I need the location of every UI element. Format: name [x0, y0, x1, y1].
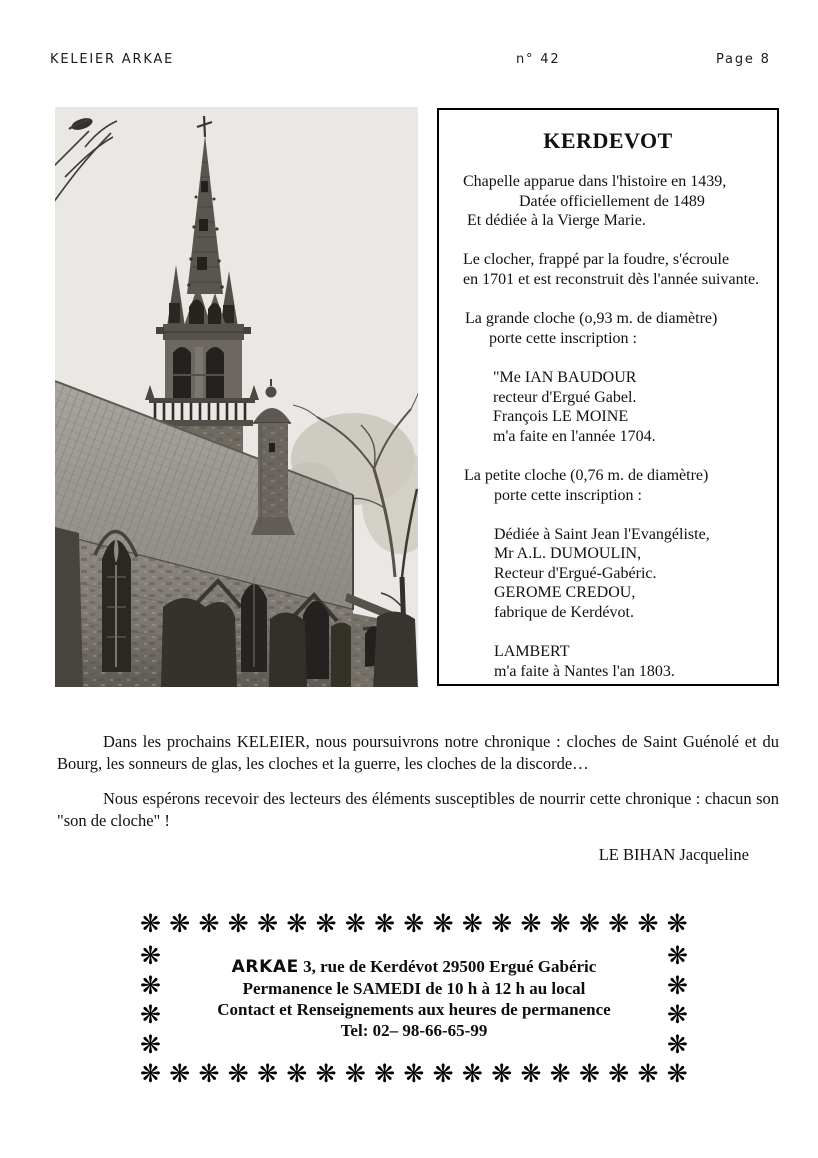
- kerdevot-box: [437, 108, 779, 686]
- kerdevot-line: Le clocher, frappé par la foudre, s'écroule: [463, 251, 730, 269]
- flower-asterisk-icon: ❋: [315, 1061, 337, 1088]
- flower-asterisk-icon: ❋: [198, 1061, 220, 1088]
- kerdevot-line: Dédiée à Saint Jean l'Evangéliste,: [494, 525, 710, 543]
- kerdevot-line: [461, 505, 771, 525]
- flower-asterisk-icon: ❋: [374, 911, 396, 938]
- kerdevot-line: Chapelle apparue dans l'histoire en 1439,: [463, 173, 727, 190]
- flower-asterisk-icon: ❋: [667, 1002, 688, 1030]
- flower-asterisk-icon: ❋: [666, 1061, 688, 1088]
- flower-asterisk-icon: ❋: [667, 943, 688, 971]
- flower-asterisk-icon: ❋: [227, 911, 249, 938]
- flower-asterisk-icon: ❋: [344, 911, 366, 938]
- kerdevot-line: [461, 623, 771, 643]
- flower-asterisk-icon: ❋: [140, 911, 161, 938]
- chapel-photo: [55, 107, 418, 687]
- kerdevot-line: recteur d'Ergué Gabel.: [493, 388, 637, 406]
- kerdevot-line: Mr A.L. DUMOULIN,: [494, 545, 642, 563]
- flower-asterisk-icon: ❋: [257, 911, 279, 938]
- contact-box-content: [161, 940, 667, 1062]
- flower-asterisk-icon: ❋: [520, 1061, 542, 1088]
- kerdevot-line: GEROME CREDOU,: [494, 584, 636, 602]
- flower-row-top: [140, 912, 688, 940]
- kerdevot-lines: [461, 172, 771, 681]
- kerdevot-line: fabrique de Kerdévot.: [494, 604, 634, 622]
- kerdevot-title: KERDEVOT: [543, 128, 673, 153]
- flower-asterisk-icon: ❋: [667, 1031, 688, 1059]
- paragraph-2: Nous espérons recevoir des lecteurs des éléments susceptibles de nourrir cette chronique : chacun son "son de cloche" !: [57, 789, 779, 830]
- kerdevot-line: Et dédiée à la Vierge Marie.: [467, 212, 646, 230]
- flower-asterisk-icon: ❋: [286, 911, 308, 938]
- flower-asterisk-icon: ❋: [432, 1061, 454, 1088]
- body-text: [57, 731, 779, 865]
- flower-asterisk-icon: ❋: [140, 1002, 161, 1030]
- flower-asterisk-icon: ❋: [520, 911, 542, 938]
- flower-row-bottom: [140, 1062, 688, 1090]
- issue-number: n° 42: [516, 52, 561, 67]
- flower-asterisk-icon: ❋: [140, 972, 161, 1000]
- paragraph-1: Dans les prochains KELEIER, nous poursuivrons notre chronique : cloches de Saint Guénolé et du Bourg, les sonneurs de glas, les cloches et la guerre, les cloches de la discorde…: [57, 732, 779, 773]
- kerdevot-line: La grande cloche (o,93 m. de diamètre): [465, 310, 718, 328]
- flower-asterisk-icon: ❋: [344, 1061, 366, 1088]
- flower-asterisk-icon: ❋: [578, 911, 600, 938]
- flower-asterisk-icon: ❋: [140, 1031, 161, 1059]
- kerdevot-line: porte cette inscription :: [489, 329, 637, 347]
- kerdevot-line: [461, 446, 771, 466]
- flower-asterisk-icon: ❋: [608, 1061, 630, 1088]
- kerdevot-line: Datée officiellement de 1489: [519, 192, 705, 210]
- flower-asterisk-icon: ❋: [461, 1061, 483, 1088]
- flower-col-right: [667, 940, 688, 1062]
- kerdevot-line: La petite cloche (0,76 m. de diamètre): [464, 466, 709, 484]
- flower-asterisk-icon: ❋: [198, 911, 220, 938]
- kerdevot-line: porte cette inscription :: [494, 486, 642, 504]
- kerdevot-line: [461, 348, 771, 368]
- flower-asterisk-icon: ❋: [666, 911, 688, 938]
- flower-asterisk-icon: ❋: [667, 972, 688, 1000]
- flower-asterisk-icon: ❋: [491, 911, 513, 938]
- flower-asterisk-icon: ❋: [578, 1061, 600, 1088]
- author-signature: LE BIHAN Jacqueline: [598, 845, 749, 864]
- flower-asterisk-icon: ❋: [491, 1061, 513, 1088]
- kerdevot-line: en 1701 et est reconstruit dès l'année suivante.: [463, 270, 760, 288]
- flower-asterisk-icon: ❋: [374, 1061, 396, 1088]
- contact-address: ARKAE 3, rue de Kerdévot 29500 Ergué Gabéric: [231, 957, 597, 977]
- flower-asterisk-icon: ❋: [286, 1061, 308, 1088]
- kerdevot-line: m'a faite en l'année 1704.: [493, 427, 656, 445]
- kerdevot-line: "Me IAN BAUDOUR: [493, 368, 637, 386]
- flower-asterisk-icon: ❋: [608, 911, 630, 938]
- flower-asterisk-icon: ❋: [140, 943, 161, 971]
- flower-asterisk-icon: ❋: [432, 911, 454, 938]
- flower-asterisk-icon: ❋: [637, 1061, 659, 1088]
- kerdevot-line: [461, 231, 771, 251]
- flower-asterisk-icon: ❋: [140, 1061, 161, 1088]
- flower-asterisk-icon: ❋: [461, 911, 483, 938]
- flower-asterisk-icon: ❋: [403, 1061, 425, 1088]
- flower-col-left: [140, 940, 161, 1062]
- chapel-photo-art: [55, 107, 418, 687]
- contact-info: Contact et Renseignements aux heures de permanence: [217, 1000, 611, 1019]
- flower-asterisk-icon: ❋: [169, 911, 191, 938]
- contact-phone: Tel: 02– 98-66-65-99: [340, 1021, 488, 1040]
- kerdevot-line: [461, 290, 771, 310]
- flower-asterisk-icon: ❋: [549, 1061, 571, 1088]
- contact-hours: Permanence le SAMEDI de 10 h à 12 h au local: [242, 979, 586, 998]
- flower-asterisk-icon: ❋: [403, 911, 425, 938]
- page-number: Page 8: [716, 52, 771, 67]
- flower-asterisk-icon: ❋: [315, 911, 337, 938]
- flower-asterisk-icon: ❋: [227, 1061, 249, 1088]
- flower-asterisk-icon: ❋: [637, 911, 659, 938]
- kerdevot-line: m'a faite à Nantes l'an 1803.: [494, 662, 675, 680]
- contact-box: [140, 912, 688, 1090]
- kerdevot-line: François LE MOINE: [493, 408, 629, 426]
- flower-asterisk-icon: ❋: [257, 1061, 279, 1088]
- kerdevot-line: Recteur d'Ergué-Gabéric.: [494, 564, 657, 582]
- kerdevot-line: LAMBERT: [494, 643, 570, 661]
- flower-asterisk-icon: ❋: [549, 911, 571, 938]
- journal-title: KELEIER ARKAE: [50, 52, 175, 67]
- flower-asterisk-icon: ❋: [169, 1061, 191, 1088]
- arkae-brand: ARKAE: [231, 957, 299, 977]
